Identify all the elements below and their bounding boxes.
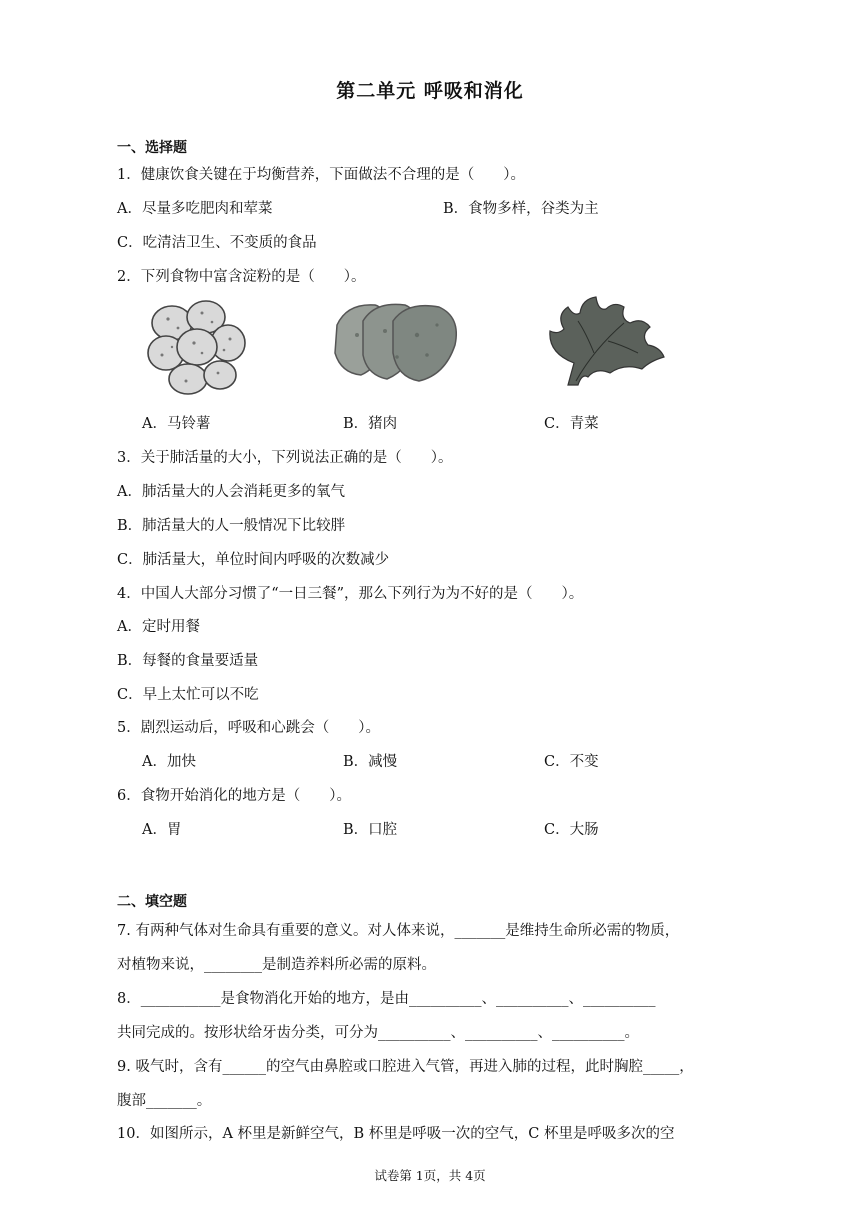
question-8-line-2: 共同完成的。按形状给牙齿分类，可分为__________、__________、__________。 [117,1025,639,1041]
question-1-option-b: B．食物多样，谷类为主 [443,201,599,217]
question-5-option-b: B．减慢 [343,754,398,770]
section-heading-choice: 一、选择题 [117,140,187,156]
page-title: 第二单元 呼吸和消化 [336,80,524,102]
question-5-option-c: C．不变 [544,754,599,770]
potato-image [142,295,250,400]
question-7-line-1: 7. 有两种气体对生命具有重要的意义。对人体来说，_______是维持生命所必需的物质， [117,923,680,939]
question-5-stem: 5．剧烈运动后，呼吸和心跳会（ ）。 [117,720,380,736]
question-6-option-c: C．大肠 [544,822,599,838]
question-8-line-1: 8．___________是食物消化开始的地方，是由__________、__________、__________ [117,991,656,1007]
question-7-line-2: 对植物来说，________是制造养料所必需的原料。 [117,957,436,973]
question-6-option-a: A．胃 [142,822,182,838]
question-9-line-1: 9. 吸气时，含有______的空气由鼻腔或口腔进入气管，再进入肺的过程，此时胸腔_____， [117,1059,694,1075]
question-6-stem: 6．食物开始消化的地方是（ ）。 [117,788,351,804]
question-2-option-b: B．猪肉 [343,416,398,432]
page-footer: 试卷第 1页，共 4页 [374,1168,486,1183]
question-1-stem: 1．健康饮食关键在于均衡营养，下面做法不合理的是（ ）。 [117,167,525,183]
question-4-option-c: C．早上太忙可以不吃 [117,687,259,703]
question-2-stem: 2．下列食物中富含淀粉的是（ ）。 [117,269,366,285]
question-6-option-b: B．口腔 [343,822,398,838]
question-2-option-a: A．马铃薯 [142,416,211,432]
question-5-option-a: A．加快 [142,754,196,770]
question-9-line-2: 腹部_______。 [117,1093,212,1109]
question-10-line-1: 10．如图所示，A 杯里是新鲜空气，B 杯里是呼吸一次的空气，C 杯里是呼吸多次的空 [117,1126,675,1142]
question-3-option-c: C．肺活量大，单位时间内呼吸的次数减少 [117,552,390,568]
question-4-option-a: A．定时用餐 [117,619,200,635]
section-heading-fill-blank: 二、填空题 [117,894,187,910]
green-vegetable-image [538,293,676,393]
question-2-option-c: C．青菜 [544,416,599,432]
question-4-stem: 4．中国人大部分习惯了“一日三餐”，那么下列行为为不好的是（ ）。 [117,586,584,602]
pork-image [327,295,475,385]
question-3-stem: 3．关于肺活量的大小，下列说法正确的是（ ）。 [117,450,453,466]
question-1-option-a: A．尽量多吃肥肉和荤菜 [117,201,273,217]
question-1-option-c: C．吃清洁卫生、不变质的食品 [117,235,317,251]
question-3-option-b: B．肺活量大的人一般情况下比较胖 [117,518,346,534]
question-3-option-a: A．肺活量大的人会消耗更多的氧气 [117,484,345,500]
question-4-option-b: B．每餐的食量要适量 [117,653,259,669]
